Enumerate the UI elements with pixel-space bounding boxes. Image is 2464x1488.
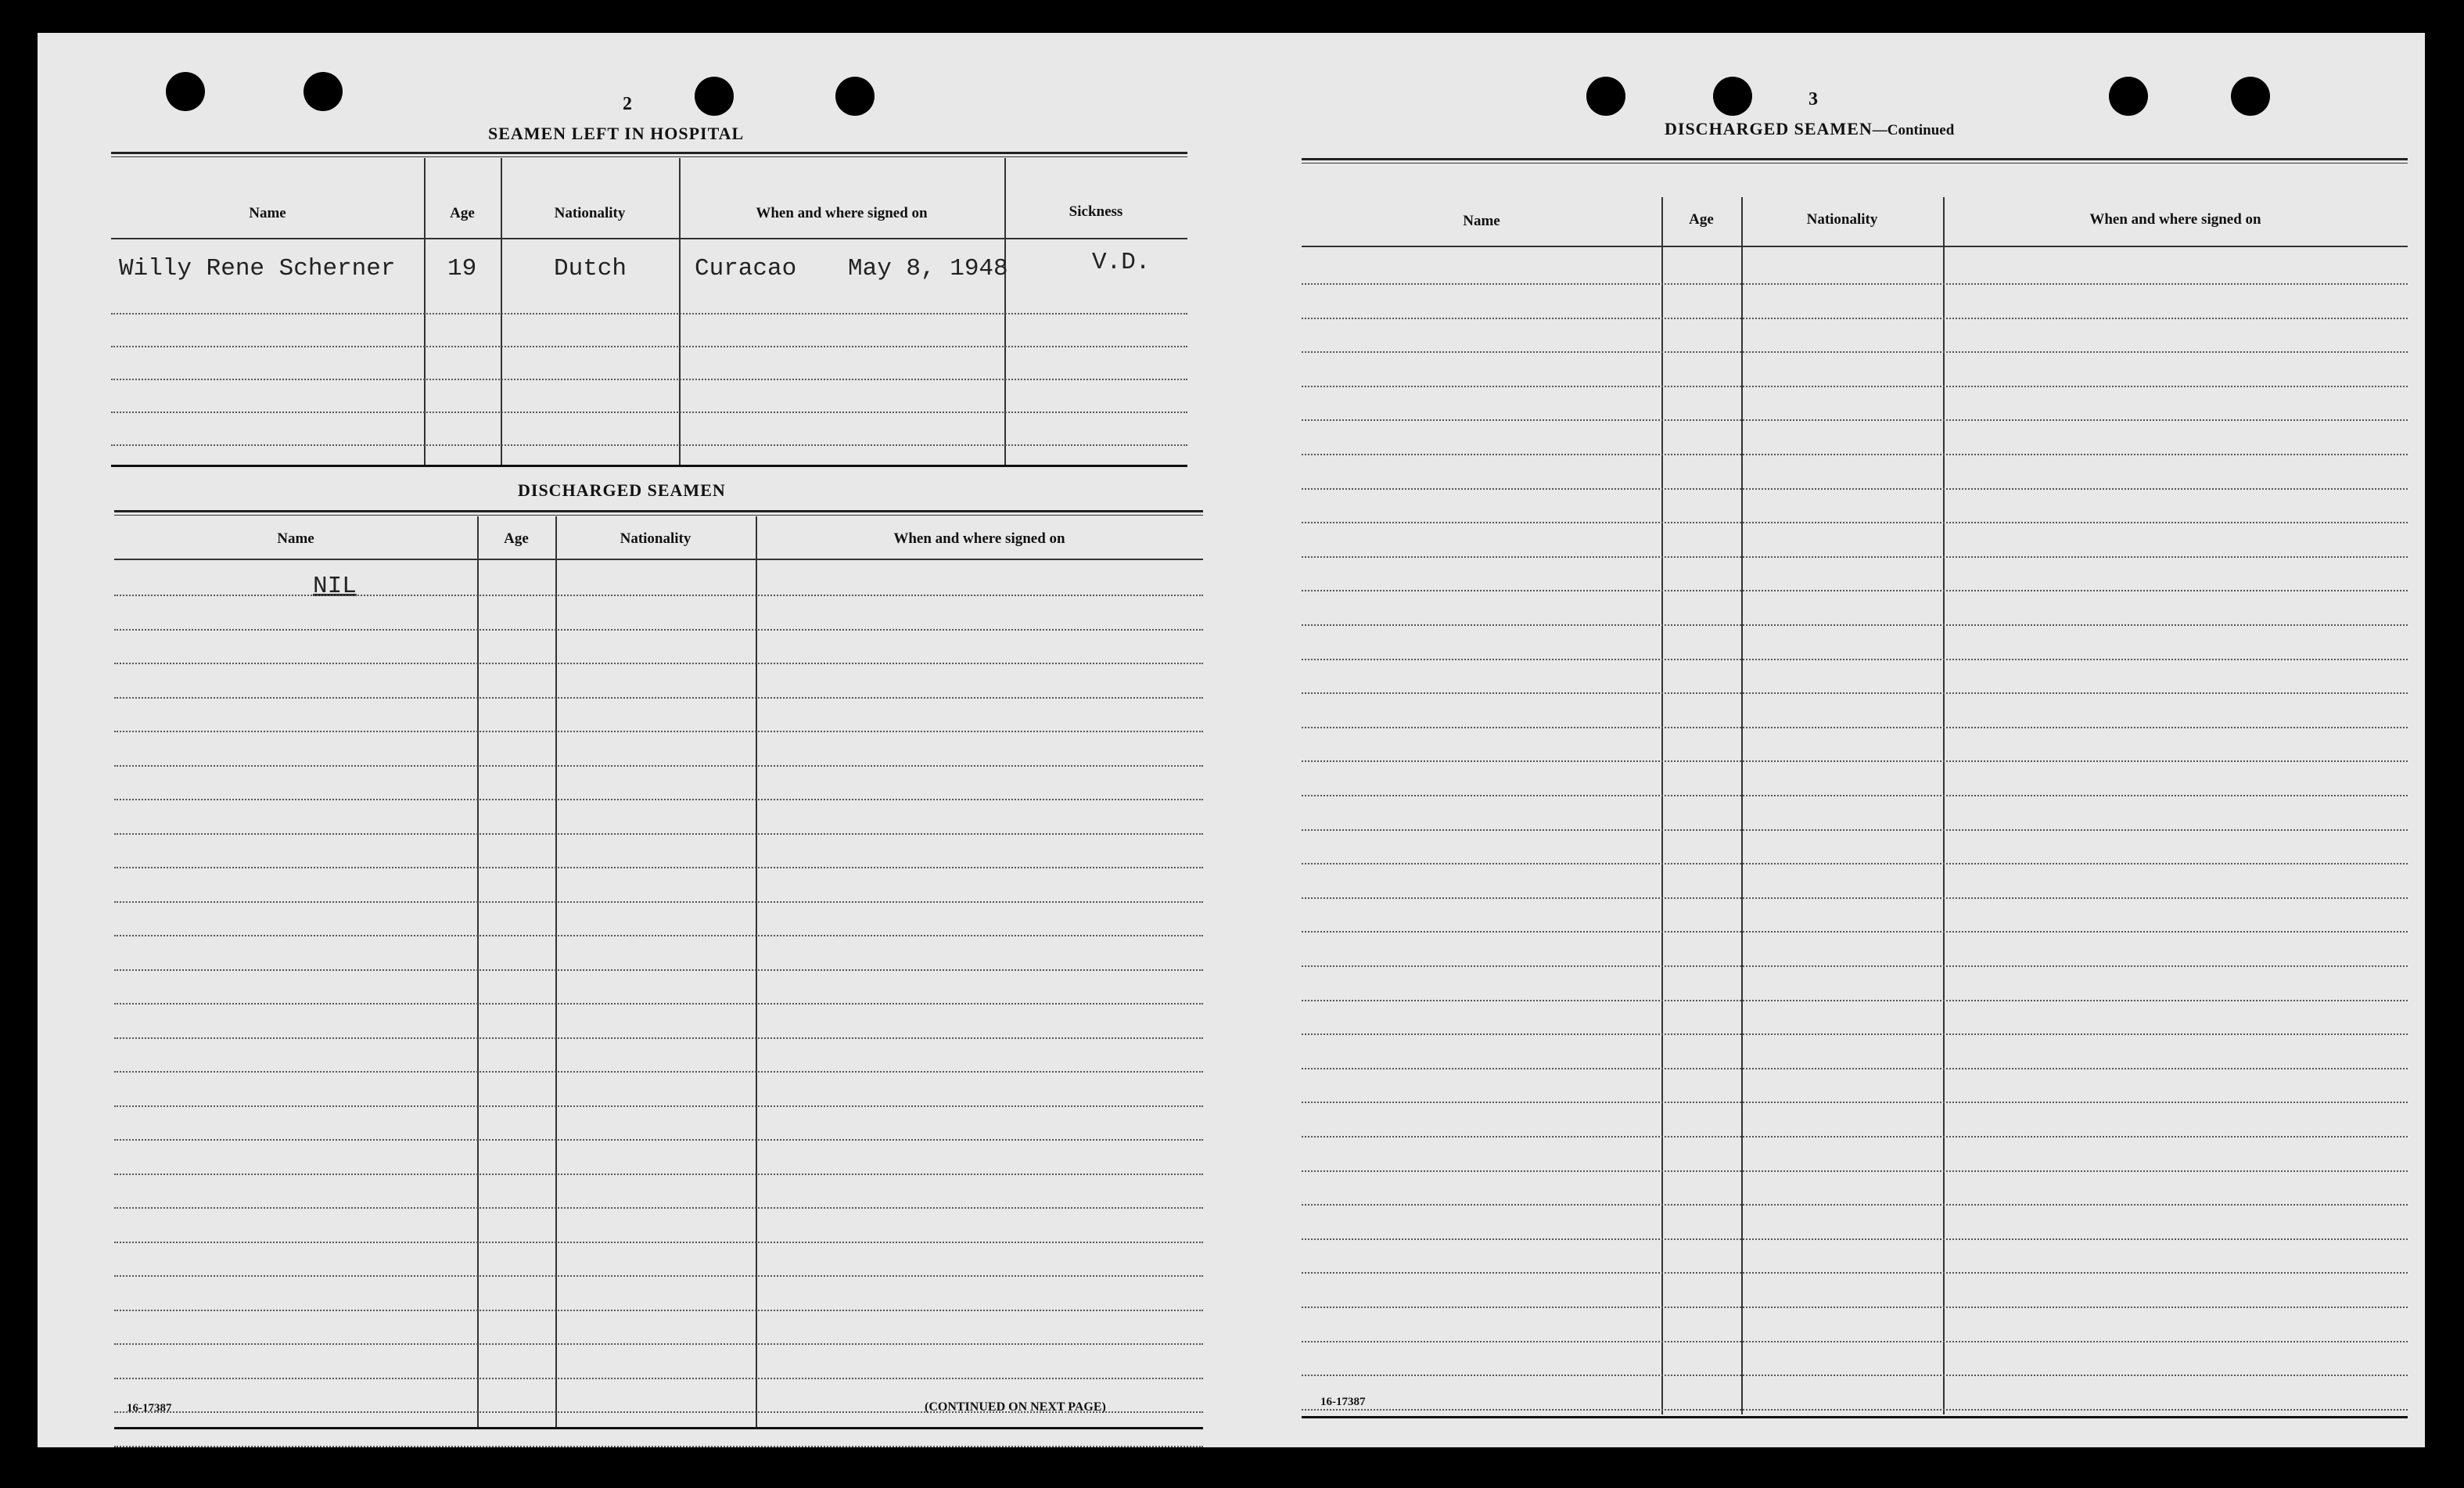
seaman-sickness: V.D. [1092,249,1151,276]
table-row [1302,488,2408,490]
table-row [114,833,1203,835]
table-row [1302,1306,2408,1308]
column-header-age: Age [504,530,529,547]
column-header-name: Name [1463,213,1500,229]
table-row [1302,659,2408,660]
discharged-section-title: DISCHARGED SEAMEN [518,480,726,500]
table-row [111,465,1187,467]
table-row [114,867,1203,868]
table-row [114,935,1203,936]
table-row [1302,590,2408,591]
table-row [1302,795,2408,796]
punch-hole [2109,77,2148,116]
column-header-age: Age [450,205,475,221]
table-row [111,412,1187,413]
page-number: 3 [1808,89,1818,110]
left-page [38,33,1234,1447]
column-header-signed-on: When and where signed on [893,530,1065,547]
table-row [114,697,1203,699]
table-row [114,1310,1203,1311]
seaman-signed-place: Curacao [695,255,797,282]
table-row [1302,351,2408,353]
table-row [111,346,1187,347]
table-row [1302,727,2408,728]
seaman-nationality: Dutch [554,255,627,282]
table-row [1302,1000,2408,1001]
table-row [1302,1341,2408,1342]
seaman-age: 19 [447,255,477,282]
discharged-continued-table [1302,158,2408,1419]
punch-hole [1713,77,1752,116]
column-header-name: Name [277,530,314,547]
table-row [111,379,1187,380]
right-page [1234,33,2425,1447]
punch-hole [166,72,205,111]
table-row [1302,1416,2408,1418]
table-row [1302,283,2408,285]
table-row [114,799,1203,800]
hospital-section-title: SEAMEN LEFT IN HOSPITAL [488,124,745,143]
seaman-name: Willy Rene Scherner [119,255,396,282]
table-row [114,1003,1203,1005]
table-row [114,663,1203,664]
table-row [114,595,1203,596]
title-text: DISCHARGED SEAMEN [1665,119,1873,138]
table-row [111,444,1187,446]
table-row [1302,829,2408,831]
table-row [1302,1272,2408,1274]
table-row [114,901,1203,903]
table-row [114,765,1203,767]
table-row [114,1275,1203,1277]
column-header-nationality: Nationality [554,205,626,221]
table-row [114,1139,1203,1141]
table-row [114,1242,1203,1243]
continued-note: (CONTINUED ON NEXT PAGE) [925,1400,1106,1414]
hospital-table [111,152,1187,468]
table-row [114,1427,1203,1429]
table-row [114,1037,1203,1039]
table-row [114,1071,1203,1073]
table-row [1302,1136,2408,1138]
form-id: 16-17387 [127,1402,172,1414]
page-number: 2 [623,94,632,114]
table-row [1302,1238,2408,1240]
table-row [1302,1409,2408,1411]
table-row [1302,1033,2408,1035]
nil-entry: NIL [313,573,357,600]
table-row [1302,760,2408,762]
table-row [1302,556,2408,558]
punch-hole [695,77,734,116]
seaman-signed-date: May 8, 1948 [848,255,1008,282]
table-row [1302,624,2408,626]
table-row [114,1207,1203,1209]
table-row [1302,1204,2408,1206]
table-row [1302,965,2408,967]
column-header-nationality: Nationality [1806,211,1878,228]
punch-hole [2231,77,2270,116]
table-row [1302,522,2408,523]
table-row [114,1105,1203,1107]
title-suffix: —Continued [1872,122,1955,138]
table-row [114,1343,1203,1345]
table-row [114,969,1203,971]
column-header-name: Name [249,205,286,221]
table-row [114,1446,1203,1447]
column-header-signed-on: When and where signed on [756,205,928,221]
punch-hole [835,77,875,116]
table-row [1302,1170,2408,1172]
table-row [114,731,1203,732]
table-row [1302,1375,2408,1376]
table-row [114,1174,1203,1175]
form-id: 16-17387 [1320,1396,1366,1408]
table-row [1302,692,2408,694]
table-row [1302,931,2408,933]
table-row [1302,386,2408,387]
table-row [114,629,1203,631]
table-row [1302,897,2408,899]
table-row [111,313,1187,314]
punch-hole [1586,77,1625,116]
column-header-sickness: Sickness [1069,203,1123,220]
discharged-continued-title [1665,119,1954,139]
table-row [1302,1102,2408,1103]
column-header-age: Age [1689,211,1714,228]
table-row [1302,419,2408,421]
table-row [1302,318,2408,319]
table-row [1302,863,2408,864]
column-header-nationality: Nationality [620,530,691,547]
column-header-signed-on: When and where signed on [2089,211,2261,228]
punch-hole [304,72,343,111]
table-row [1302,1068,2408,1069]
table-row [1302,454,2408,455]
table-row [114,1378,1203,1379]
discharged-table [114,510,1203,1427]
